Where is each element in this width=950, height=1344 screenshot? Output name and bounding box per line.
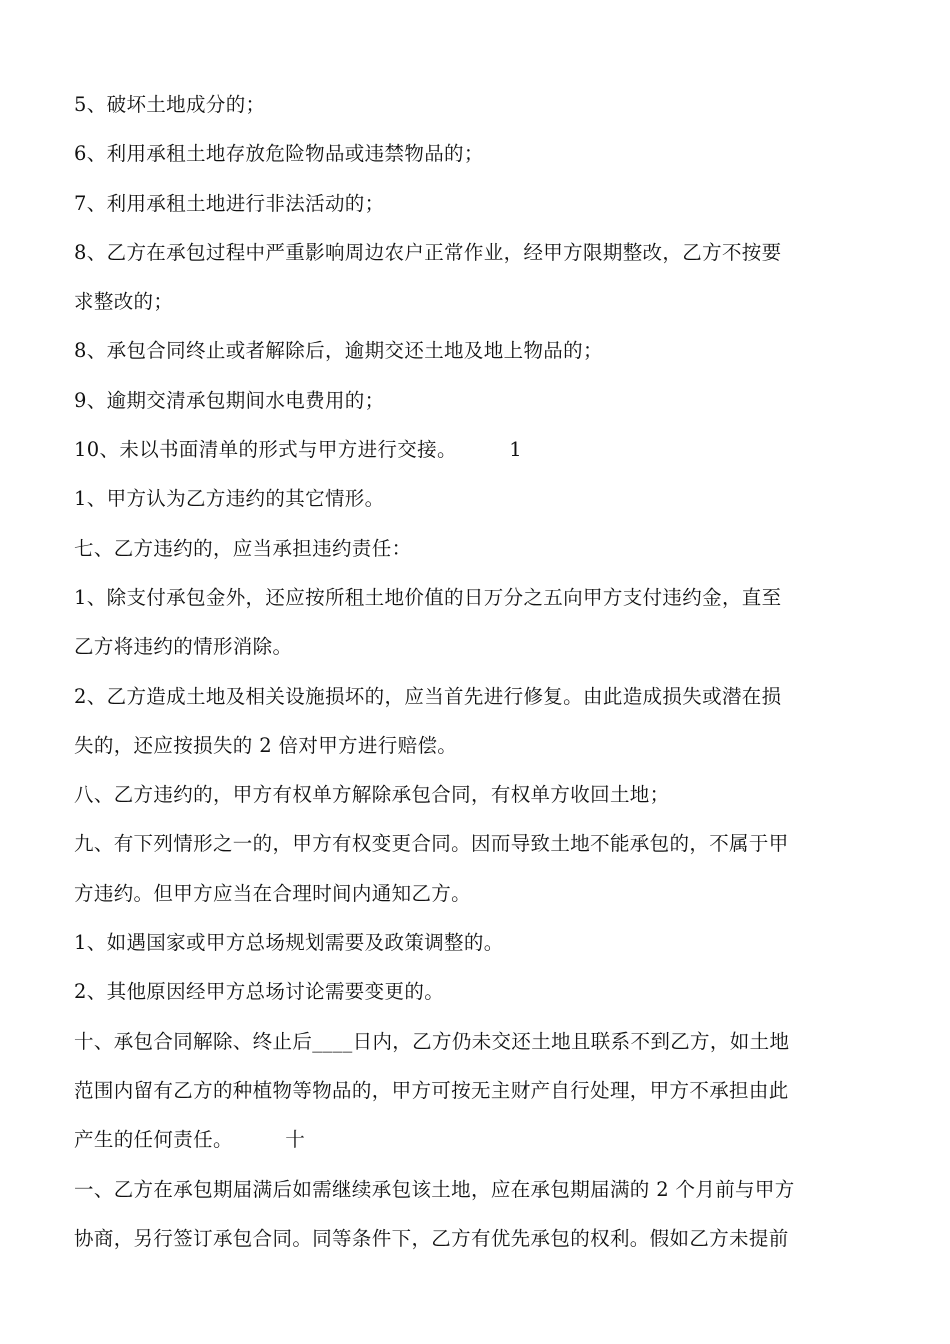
- text-line: 产生的任何责任。 十: [74, 1128, 306, 1152]
- text-line: 乙方将违约的情形消除。: [74, 635, 293, 659]
- text-line: 范围内留有乙方的种植物等物品的，甲方可按无主财产自行处理，甲方不承担由此: [74, 1078, 789, 1102]
- text-line: 协商，另行签订承包合同。同等条件下，乙方有优先承包的权利。假如乙方未提前: [74, 1226, 789, 1250]
- text-line: 方违约。但甲方应当在合理时间内通知乙方。: [74, 881, 472, 905]
- document-body: [74, 80, 880, 1263]
- text-line: 1、除支付承包金外，还应按所租土地价值的日万分之五向甲方支付违约金，直至: [74, 585, 782, 609]
- text-line: 8、承包合同终止或者解除后，逾期交还土地及地上物品的；: [74, 339, 603, 363]
- text-line: 失的，还应按损失的 2 倍对甲方进行赔偿。: [74, 733, 458, 757]
- text-line: 2、乙方造成土地及相关设施损坏的，应当首先进行修复。由此造成损失或潜在损: [74, 684, 782, 708]
- text-line: 5、破坏土地成分的；: [74, 93, 266, 116]
- text-line: 1、甲方认为乙方违约的其它情形。: [74, 487, 385, 511]
- section-heading: 十、承包合同解除、终止后____日内，乙方仍未交还土地且联系不到乙方，如土地: [74, 1029, 790, 1053]
- section-heading: 九、有下列情形之一的，甲方有权变更合同。因而导致土地不能承包的，不属于甲: [74, 832, 789, 856]
- section-heading: 七、乙方违约的，应当承担违约责任：: [74, 536, 412, 560]
- text-line: 求整改的；: [74, 290, 174, 314]
- text-line: 6、利用承租土地存放危险物品或违禁物品的；: [74, 142, 484, 166]
- text-line: 7、利用承租土地进行非法活动的；: [74, 191, 385, 215]
- section-heading: 八、乙方违约的，甲方有权单方解除承包合同，有权单方收回土地；: [74, 783, 670, 807]
- text-line: 9、逾期交清承包期间水电费用的；: [74, 388, 385, 412]
- text-line: 1、如遇国家或甲方总场规划需要及政策调整的。: [74, 931, 504, 955]
- text-line: 2、其他原因经甲方总场讨论需要变更的。: [74, 980, 445, 1004]
- text-line: 10、未以书面清单的形式与甲方进行交接。 1: [74, 438, 522, 462]
- text-line: 8、乙方在承包过程中严重影响周边农户正常作业，经甲方限期整改，乙方不按要: [74, 240, 782, 264]
- text-line: 一、乙方在承包期届满后如需继续承包该土地，应在承包期届满的 2 个月前与甲方: [74, 1177, 795, 1201]
